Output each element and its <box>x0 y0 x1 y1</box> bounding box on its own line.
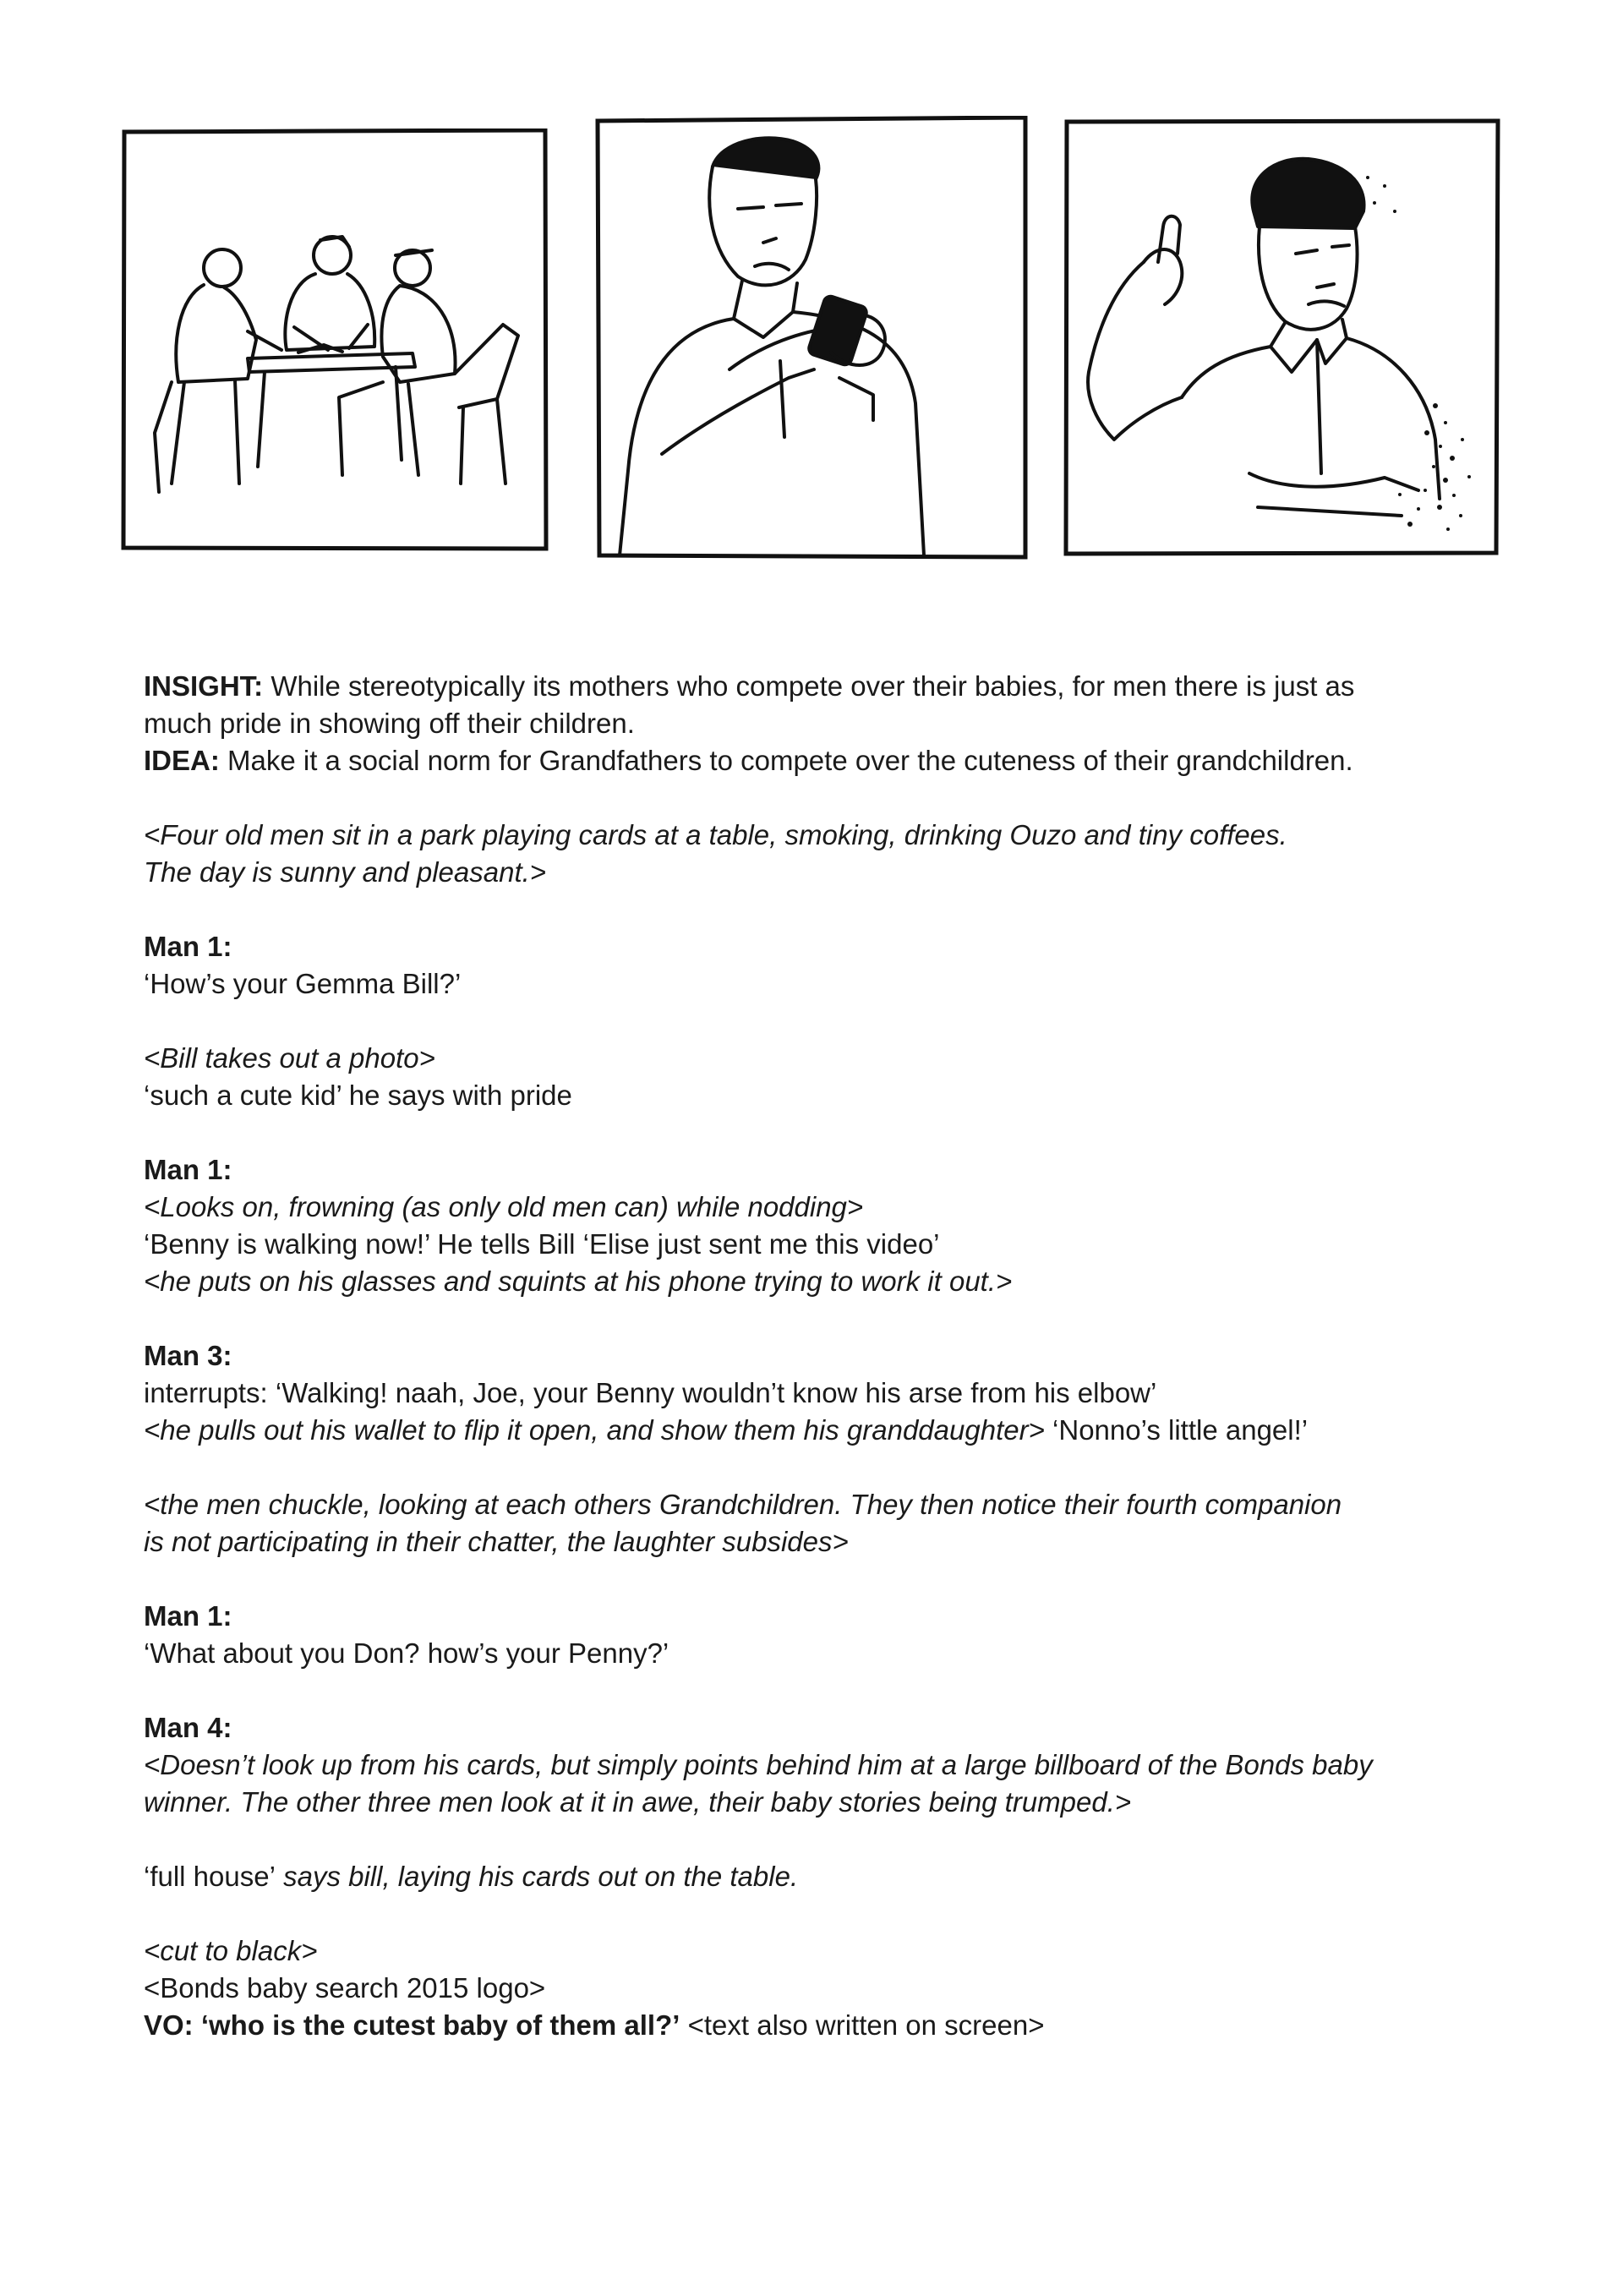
logo-direction: <Bonds baby search 2015 logo> <box>144 1972 546 2004</box>
dialogue-line: ‘What about you Don? how’s your Penny?’ <box>144 1637 669 1669</box>
scene-direction-2: The day is sunny and pleasant.> <box>144 856 547 888</box>
dialogue-text: ‘Nonno’s little angel!’ <box>1044 1414 1309 1446</box>
full-house-line <box>144 1858 1530 1895</box>
scene-direction-1: <Four old men sit in a park playing cards at a table, smoking, drinking Ouzo and tiny coffees. <box>144 819 1287 850</box>
voiceover-line <box>144 2007 1530 2044</box>
voiceover-note: <text also written on screen> <box>680 2009 1045 2041</box>
idea-text: Make it a social norm for Grandfathers to compete over the cuteness of their grandchildren. <box>219 745 1353 776</box>
insight-label: INSIGHT: <box>144 670 264 702</box>
stage-direction: <Looks on, frowning (as only old men can) while nodding> <box>144 1191 864 1222</box>
stage-direction: <he puts on his glasses and squints at his phone trying to work it out.> <box>144 1266 1013 1297</box>
men-playing-cards-icon <box>121 128 549 551</box>
stage-direction: <the men chuckle, looking at each others Grandchildren. They then notice their fourth companion <box>144 1489 1342 1520</box>
storyboard-frame-1 <box>121 128 549 551</box>
stage-direction: says bill, laying his cards out on the table. <box>275 1861 799 1892</box>
idea-line <box>144 742 1530 779</box>
dialogue-text: ‘full house’ <box>144 1861 276 1892</box>
stage-direction: is not participating in their chatter, the laughter subsides> <box>144 1526 849 1557</box>
man-thumbs-up-icon <box>1063 118 1501 556</box>
man-with-phone-icon <box>594 116 1029 560</box>
speaker-man4: Man 4: <box>144 1712 232 1743</box>
script-text <box>144 668 1530 2044</box>
dialogue-line: ‘How’s your Gemma Bill?’ <box>144 968 462 999</box>
insight-text-1: While stereotypically its mothers who compete over their babies, for men there is just as <box>263 670 1355 702</box>
insight-line-1 <box>144 668 1530 705</box>
stage-direction: <cut to black> <box>144 1935 318 1966</box>
dialogue-line: interrupts: ‘Walking! naah, Joe, your Benny wouldn’t know his arse from his elbow’ <box>144 1377 1157 1408</box>
storyboard-frame-2 <box>594 116 1029 560</box>
dialogue-line-with-direction <box>144 1412 1530 1449</box>
speaker-man1: Man 1: <box>144 931 232 962</box>
speaker-man3: Man 3: <box>144 1340 232 1371</box>
speaker-man1: Man 1: <box>144 1154 232 1185</box>
storyboard <box>0 0 1623 575</box>
insight-line-2: much pride in showing off their children. <box>144 708 635 739</box>
voiceover-text: VO: ‘who is the cutest baby of them all?’ <box>144 2009 680 2041</box>
stage-direction: <he pulls out his wallet to flip it open, and show them his granddaughter> <box>144 1414 1045 1446</box>
storyboard-frame-3 <box>1063 118 1501 556</box>
stage-direction: <Bill takes out a photo> <box>144 1042 435 1074</box>
idea-label: IDEA: <box>144 745 220 776</box>
dialogue-line: ‘Benny is walking now!’ He tells Bill ‘Elise just sent me this video’ <box>144 1228 940 1260</box>
stage-direction: winner. The other three men look at it in awe, their baby stories being trumped.> <box>144 1786 1132 1818</box>
speaker-man1: Man 1: <box>144 1600 232 1632</box>
dialogue-line: ‘such a cute kid’ he says with pride <box>144 1080 572 1111</box>
stage-direction: <Doesn’t look up from his cards, but simply points behind him at a large billboard of the Bonds baby <box>144 1749 1373 1780</box>
